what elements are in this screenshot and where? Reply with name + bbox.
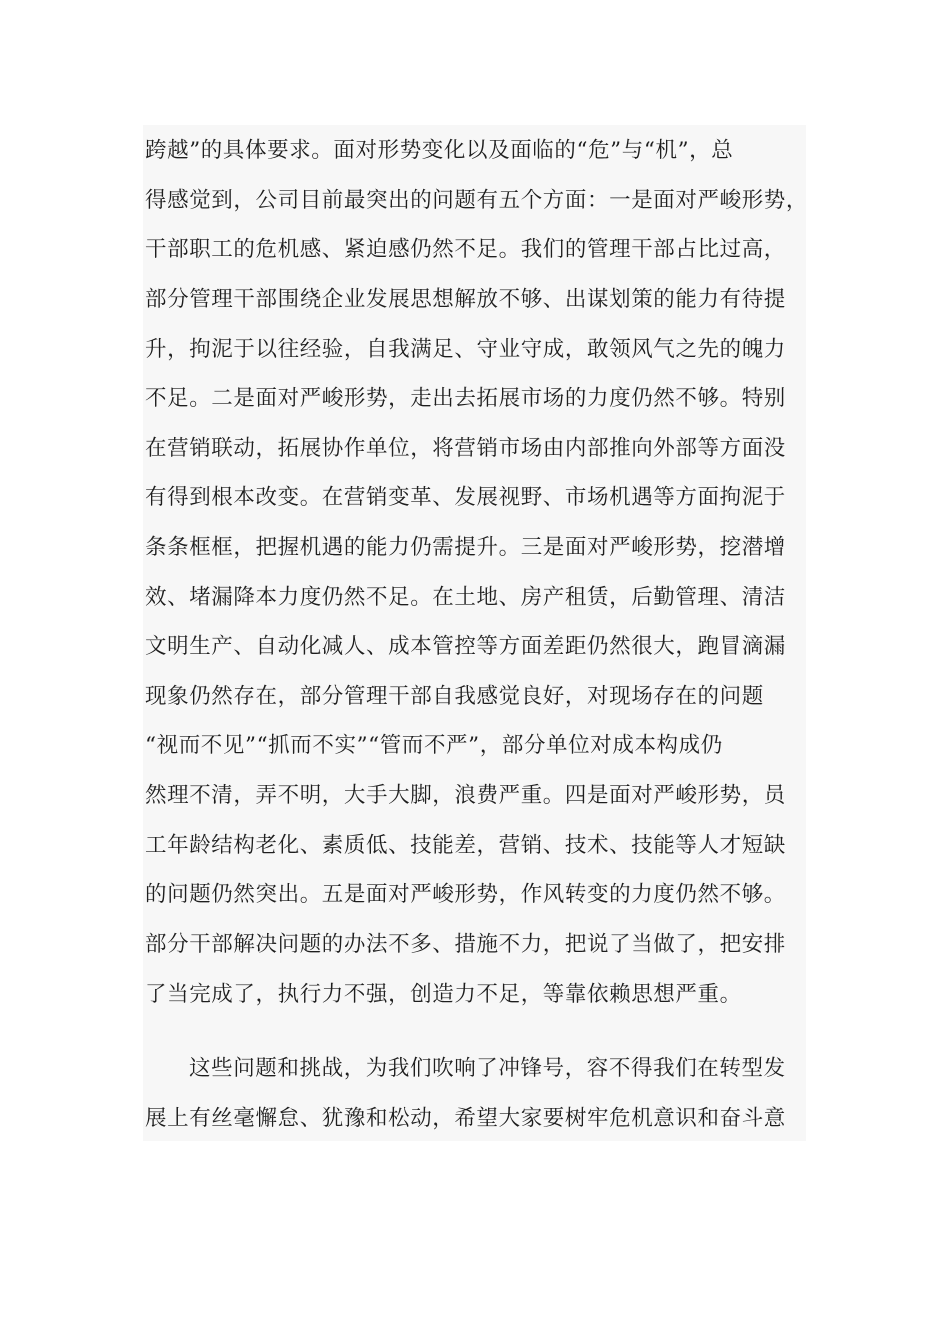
text-line: 现象仍然存在，部分管理干部自我感觉良好，对现场存在的问题 (145, 684, 764, 709)
text-line: 了当完成了，执行力不强，创造力不足，等靠依赖思想严重。 (145, 982, 742, 1007)
text-line: 条条框框，把握机遇的能力仍需提升。三是面对严峻形势，挖潜增 (145, 535, 786, 560)
text-line: 的问题仍然突出。五是面对严峻形势，作风转变的力度仍然不够。 (145, 882, 786, 907)
text-line: 不足。二是面对严峻形势，走出去拓展市场的力度仍然不够。特别 (145, 386, 786, 411)
text-line: 干部职工的危机感、紧迫感仍然不足。我们的管理干部占比过高， (145, 237, 786, 262)
text-line: 在营销联动，拓展协作单位，将营销市场由内部推向外部等方面没 (145, 436, 786, 461)
text-line: 跨越”的具体要求。面对形势变化以及面临的“危”与“机”，总 (145, 138, 734, 163)
text-line: 然理不清，弄不明，大手大脚，浪费严重。四是面对严峻形势，员 (145, 783, 786, 808)
text-line: 文明生产、自动化减人、成本管控等方面差距仍然很大，跑冒滴漏 (145, 634, 786, 659)
text-line: 部分干部解决问题的办法不多、措施不力，把说了当做了，把安排 (145, 932, 786, 957)
text-line: 得感觉到，公司目前最突出的问题有五个方面：一是面对严峻形势， (145, 188, 809, 213)
text-line: 工年龄结构老化、素质低、技能差，营销、技术、技能等人才短缺 (145, 833, 786, 858)
text-line: 展上有丝毫懈怠、犹豫和松动，希望大家要树牢危机意识和奋斗意 (145, 1106, 786, 1131)
text-line: “视而不见”“抓而不实”“管而不严”，部分单位对成本构成仍 (145, 733, 723, 758)
paragraph-first-line: 这些问题和挑战，为我们吹响了冲锋号，容不得我们在转型发 (189, 1056, 786, 1081)
text-line: 部分管理干部围绕企业发展思想解放不够、出谋划策的能力有待提 (145, 287, 786, 312)
text-line: 效、堵漏降本力度仍然不足。在土地、房产租赁，后勤管理、清洁 (145, 585, 786, 610)
text-line: 升，拘泥于以往经验，自我满足、守业守成，敢领风气之先的魄力 (145, 337, 786, 362)
text-line: 有得到根本改变。在营销变革、发展视野、市场机遇等方面拘泥于 (145, 485, 786, 510)
